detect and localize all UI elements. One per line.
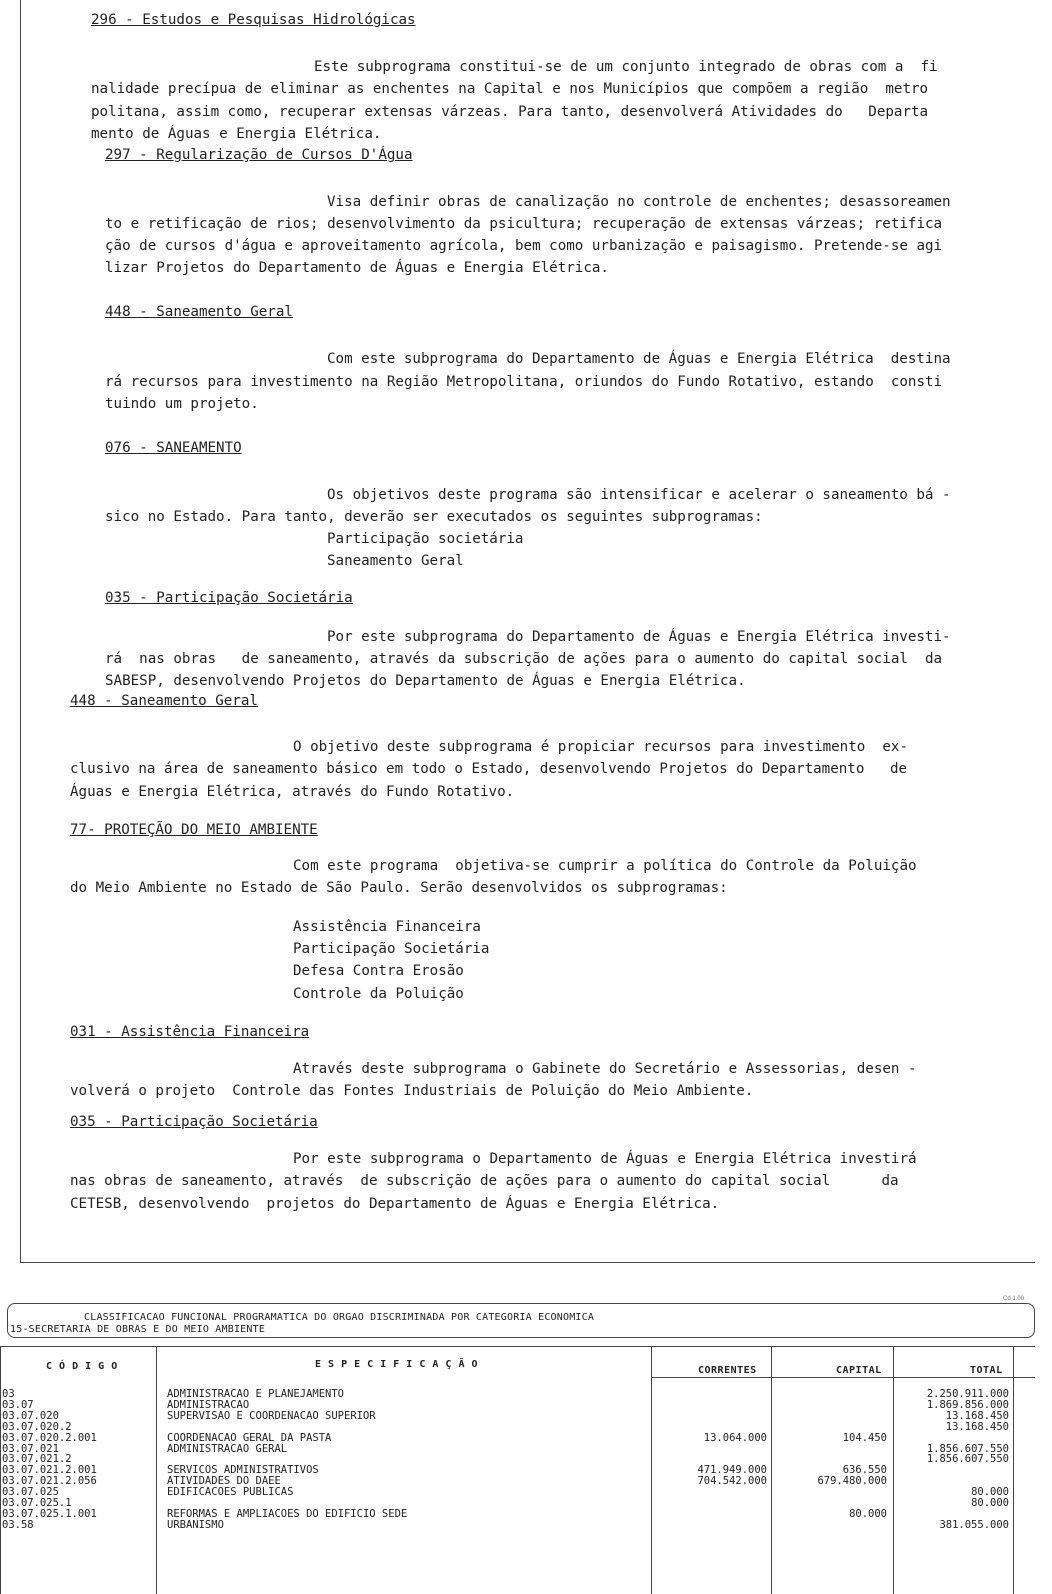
total-cell: 13.168.450 xyxy=(945,1420,1009,1433)
col-total: TOTAL xyxy=(970,1365,1003,1376)
desc-cell: REFORMAS E AMPLIACOES DO EDIFICIO SEDE xyxy=(167,1507,408,1520)
code-cell: 03 xyxy=(2,1388,15,1400)
col-especificacao: E S P E C I F I C A Ç Ã O xyxy=(315,1359,479,1370)
total-cell: 1.856.607.550 xyxy=(926,1453,1009,1466)
table-header-box xyxy=(7,1303,1035,1338)
desc-cell: ATIVIDADES DO DAEE xyxy=(167,1475,281,1488)
desc-cell: EDIFICACOES PUBLICAS xyxy=(167,1486,294,1499)
total-cell: 80.000 xyxy=(971,1486,1009,1499)
code-cell: 03.07.020.2 xyxy=(2,1420,72,1433)
code-cell: 03.07.025.1 xyxy=(2,1497,72,1509)
desc-cell: SERVICOS ADMINISTRATIVOS xyxy=(167,1464,319,1477)
desc-cell: URBANISMO xyxy=(167,1518,224,1531)
paragraph-line: Por este subprograma do Departamento de Águas e Energia Elétrica investi- xyxy=(327,629,951,645)
code-cell: 03.07.021 xyxy=(2,1442,59,1455)
desc-cell: SUPERVISAO E COORDENACAO SUPERIOR xyxy=(167,1409,376,1422)
organ-name: 15-SECRETARIA DE OBRAS E DO MEIO AMBIENTE xyxy=(10,1324,266,1335)
paragraph-line: nalidade precípua de eliminar as enchentes na Capital e nos Municípios que compõem a região metro xyxy=(91,81,929,97)
code-cell: 03.07.025.1.001 xyxy=(2,1507,97,1520)
paragraph-line: rá nas obras de saneamento, através da subscrição de ações para o aumento do capital social da xyxy=(105,651,943,667)
paragraph-line: Visa definir obras de canalização no controle de enchentes; desassoreamen xyxy=(327,194,951,210)
total-cell: 13.168.450 xyxy=(945,1409,1009,1422)
desc-cell: ADMINISTRACAO E PLANEJAMENTO xyxy=(167,1388,345,1400)
paragraph-line: Com este subprograma do Departamento de Águas e Energia Elétrica destina xyxy=(327,351,951,367)
heading-297: 297 - Regularização de Cursos D'Água xyxy=(105,147,413,163)
paragraph-line: nas obras de saneamento, através de subscrição de ações para o aumento do capital social da xyxy=(70,1173,899,1189)
paragraph-line: Águas e Energia Elétrica, através do Fundo Rotativo. xyxy=(70,784,515,800)
paragraph-line: CETESB, desenvolvendo projetos do Departamento de Águas e Energia Elétrica. xyxy=(70,1196,720,1212)
col-codigo: C Ó D I G O xyxy=(46,1361,118,1372)
paragraph-line: volverá o projeto Controle das Fontes Industriais de Poluição do Meio Ambiente. xyxy=(70,1083,754,1099)
desc-cell: ADMINISTRACAO GERAL xyxy=(167,1442,288,1455)
capital-cell: 104.450 xyxy=(842,1431,887,1444)
paragraph-line: rá recursos para investimento na Região Metropolitana, oriundos do Fundo Rotativo, estando consti xyxy=(105,374,943,390)
heading-77: 77- PROTEÇÃO DO MEIO AMBIENTE xyxy=(70,822,318,838)
desc-cell: ADMINISTRACAO xyxy=(167,1398,250,1411)
paragraph-line: lizar Projetos do Departamento de Águas e Energia Elétrica. xyxy=(105,260,609,276)
paragraph-line: sico no Estado. Para tanto, deverão ser executados os seguintes subprogramas: xyxy=(105,509,763,525)
heading-035b: 035 - Participação Societária xyxy=(70,1114,318,1130)
heading-296: 296 - Estudos e Pesquisas Hidrológicas xyxy=(91,12,416,28)
list-item: Controle da Poluição xyxy=(293,986,464,1002)
paragraph-line: do Meio Ambiente no Estado de São Paulo. Serão desenvolvidos os subprogramas: xyxy=(70,880,728,896)
paragraph-line: politana, assim como, recuperar extensas várzeas. Para tanto, desenvolverá Atividades do Departa xyxy=(91,104,929,120)
code-cell: 03.07.020.2.001 xyxy=(2,1431,97,1444)
form-stamp: Cd 1.00 xyxy=(1003,1296,1025,1302)
list-item: Participação societária xyxy=(327,531,524,547)
paragraph-line: mento de Águas e Energia Elétrica. xyxy=(91,126,382,142)
heading-031: 031 - Assistência Financeira xyxy=(70,1024,310,1040)
paragraph-line: O objetivo deste subprograma é propiciar recursos para investimento ex- xyxy=(293,739,908,755)
total-cell: 2.250.911.000 xyxy=(926,1388,1009,1400)
code-cell: 03.58 xyxy=(2,1518,34,1531)
table-title: CLASSIFICACAO FUNCIONAL PROGRAMATICA DO ORGAO DISCRIMINADA POR CATEGORIA ECONOMICA xyxy=(84,1312,595,1323)
heading-035: 035 - Participação Societária xyxy=(105,590,353,606)
total-cell: 1.856.607.550 xyxy=(926,1442,1009,1455)
paragraph-line: Este subprograma constitui-se de um conjunto integrado de obras com a fi xyxy=(314,59,938,75)
paragraph-line: clusivo na área de saneamento básico em todo o Estado, desenvolvendo Projetos do Departamento de xyxy=(70,761,908,777)
paragraph-line: Por este subprograma o Departamento de Águas e Energia Elétrica investirá xyxy=(293,1151,917,1167)
budget-table xyxy=(0,1346,1035,1594)
paragraph-line: to e retificação de rios; desenvolvimento da psicultura; recuperação de extensas várzeas; retifica xyxy=(105,216,943,232)
heading-448b: 448 - Saneamento Geral xyxy=(70,693,258,709)
col-capital: CAPITAL xyxy=(836,1365,882,1376)
code-cell: 03.07.021.2.056 xyxy=(2,1475,97,1488)
paragraph-line: SABESP, desenvolvendo Projetos do Departamento de Águas e Energia Elétrica. xyxy=(105,673,746,689)
correntes-cell: 704.542.000 xyxy=(697,1475,767,1488)
list-item: Saneamento Geral xyxy=(327,553,464,569)
code-cell: 03.07.020 xyxy=(2,1409,59,1422)
code-cell: 03.07 xyxy=(2,1398,34,1411)
total-cell: 381.055.000 xyxy=(939,1518,1009,1531)
paragraph-line: Os objetivos deste programa são intensificar e acelerar o saneamento bá - xyxy=(327,487,951,503)
heading-076: 076 - SANEAMENTO xyxy=(105,440,242,456)
paragraph-line: ção de cursos d'água e aproveitamento agrícola, bem como urbanização e paisagismo. Pretende-se agi xyxy=(105,238,943,254)
capital-cell: 679.480.000 xyxy=(817,1475,887,1488)
correntes-cell: 471.949.000 xyxy=(697,1464,767,1477)
code-cell: 03.07.025 xyxy=(2,1486,59,1499)
col-correntes: CORRENTES xyxy=(698,1365,757,1376)
heading-448: 448 - Saneamento Geral xyxy=(105,304,293,320)
correntes-cell: 13.064.000 xyxy=(703,1431,767,1444)
list-item: Assistência Financeira xyxy=(293,919,481,935)
paragraph-line: tuindo um projeto. xyxy=(105,396,259,412)
code-cell: 03.07.021.2.001 xyxy=(2,1464,97,1477)
capital-cell: 80.000 xyxy=(849,1507,887,1520)
list-item: Participação Societária xyxy=(293,941,490,957)
capital-cell: 636.550 xyxy=(842,1464,887,1477)
total-cell: 1.869.856.000 xyxy=(926,1398,1009,1411)
paragraph-line: Através deste subprograma o Gabinete do Secretário e Assessorias, desen - xyxy=(293,1061,917,1077)
desc-cell: COORDENACAO GERAL DA PASTA xyxy=(167,1431,332,1444)
code-cell: 03.07.021.2 xyxy=(2,1453,72,1466)
total-cell: 80.000 xyxy=(971,1497,1009,1509)
list-item: Defesa Contra Erosão xyxy=(293,963,464,979)
paragraph-line: Com este programa objetiva-se cumprir a política do Controle da Poluição xyxy=(293,858,917,874)
